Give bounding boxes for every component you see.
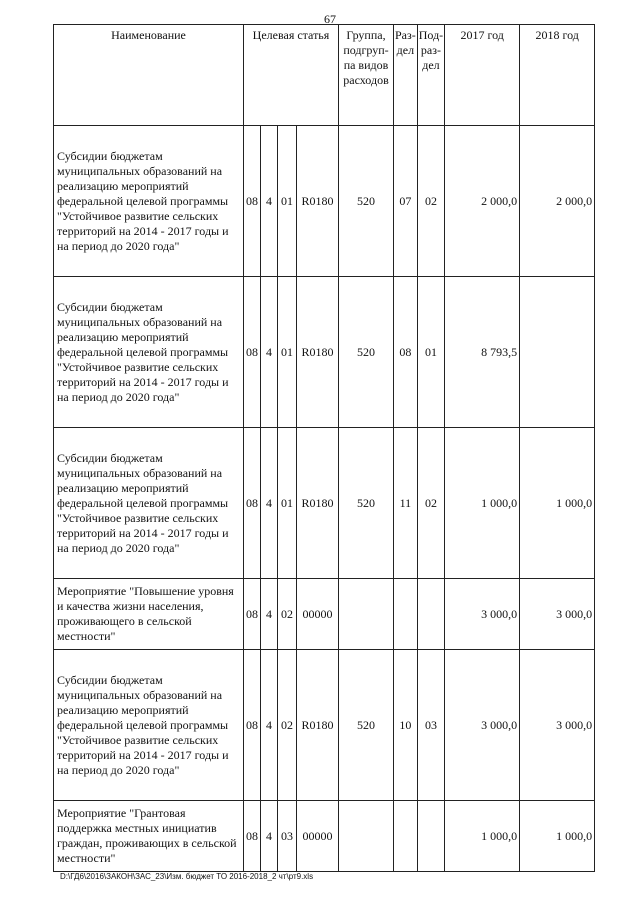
- row-value-2018: 2 000,0: [520, 126, 595, 277]
- row-value-2018: 3 000,0: [520, 650, 595, 801]
- row-value-2017: 1 000,0: [445, 428, 520, 579]
- row-value-2018: 1 000,0: [520, 801, 595, 872]
- row-value-2018: 3 000,0: [520, 579, 595, 650]
- row-code-event: 01: [278, 126, 297, 277]
- header-section: Раз-дел: [394, 25, 418, 126]
- row-name: Субсидии бюджетам муниципальных образований на реализацию мероприятий федеральной целевой программы "Устойчивое развитие сельских территорий на 2014 - 2017 годы и на период до 2020 года": [54, 428, 244, 579]
- header-subsection: Под-раз-дел: [417, 25, 444, 126]
- page-number: 67: [324, 12, 336, 26]
- row-code-subprogram: 4: [261, 650, 278, 801]
- row-subsection: [417, 579, 444, 650]
- budget-table: [53, 24, 595, 872]
- row-subsection: [417, 801, 444, 872]
- row-section: [394, 801, 418, 872]
- row-code-event: 02: [278, 579, 297, 650]
- row-section: 10: [394, 650, 418, 801]
- row-code-program: 08: [244, 126, 261, 277]
- header-year-2017: 2017 год: [445, 25, 520, 126]
- row-code-subprogram: 4: [261, 579, 278, 650]
- row-name: Мероприятие "Повышение уровня и качества жизни населения, проживающего в сельской местности": [54, 579, 244, 650]
- row-value-2018: 1 000,0: [520, 428, 595, 579]
- row-code-program: 08: [244, 650, 261, 801]
- row-code-event: 02: [278, 650, 297, 801]
- footer-file-path: D:\ГД6\2016\ЗАКОН\ЗАС_23\Изм. бюджет ТО 2016-2018_2 чт\рт9.xls: [60, 872, 314, 881]
- row-code-event: 01: [278, 428, 297, 579]
- header-name: Наименование: [54, 25, 244, 126]
- row-code-event: 01: [278, 277, 297, 428]
- row-code-program: 08: [244, 277, 261, 428]
- row-code-program: 08: [244, 579, 261, 650]
- row-group: 520: [339, 428, 394, 579]
- row-group: 520: [339, 650, 394, 801]
- row-section: 08: [394, 277, 418, 428]
- row-group: [339, 579, 394, 650]
- table-header-row: [54, 25, 595, 126]
- table-row: [54, 801, 595, 872]
- row-code-program: 08: [244, 801, 261, 872]
- table-row: [54, 579, 595, 650]
- row-code-direction: 00000: [297, 801, 339, 872]
- row-name: Мероприятие "Грантовая поддержка местных инициатив граждан, проживающих в сельской местности": [54, 801, 244, 872]
- table-row: [54, 277, 595, 428]
- row-name: Субсидии бюджетам муниципальных образований на реализацию мероприятий федеральной целевой программы "Устойчивое развитие сельских территорий на 2014 - 2017 годы и на период до 2020 года": [54, 126, 244, 277]
- row-code-subprogram: 4: [261, 801, 278, 872]
- row-value-2017: 2 000,0: [445, 126, 520, 277]
- row-code-direction: 00000: [297, 579, 339, 650]
- header-target: Целевая статья: [244, 25, 339, 126]
- row-code-subprogram: 4: [261, 428, 278, 579]
- budget-table-container: [53, 24, 595, 872]
- row-subsection: 02: [417, 428, 444, 579]
- row-code-program: 08: [244, 428, 261, 579]
- row-subsection: 02: [417, 126, 444, 277]
- row-group: [339, 801, 394, 872]
- row-section: [394, 579, 418, 650]
- row-code-subprogram: 4: [261, 126, 278, 277]
- row-value-2017: 8 793,5: [445, 277, 520, 428]
- row-group: 520: [339, 126, 394, 277]
- row-section: 11: [394, 428, 418, 579]
- row-name: Субсидии бюджетам муниципальных образований на реализацию мероприятий федеральной целевой программы "Устойчивое развитие сельских территорий на 2014 - 2017 годы и на период до 2020 года": [54, 650, 244, 801]
- header-group: Группа, подгруп-па видов расходов: [339, 25, 394, 126]
- row-subsection: 01: [417, 277, 444, 428]
- row-section: 07: [394, 126, 418, 277]
- row-code-direction: R0180: [297, 277, 339, 428]
- row-subsection: 03: [417, 650, 444, 801]
- table-row: [54, 650, 595, 801]
- row-code-event: 03: [278, 801, 297, 872]
- row-code-direction: R0180: [297, 126, 339, 277]
- row-code-direction: R0180: [297, 650, 339, 801]
- table-row: [54, 126, 595, 277]
- table-row: [54, 428, 595, 579]
- row-code-subprogram: 4: [261, 277, 278, 428]
- row-name: Субсидии бюджетам муниципальных образований на реализацию мероприятий федеральной целевой программы "Устойчивое развитие сельских территорий на 2014 - 2017 годы и на период до 2020 года": [54, 277, 244, 428]
- header-year-2018: 2018 год: [520, 25, 595, 126]
- row-value-2017: 3 000,0: [445, 579, 520, 650]
- row-value-2017: 3 000,0: [445, 650, 520, 801]
- row-group: 520: [339, 277, 394, 428]
- row-value-2018: [520, 277, 595, 428]
- row-value-2017: 1 000,0: [445, 801, 520, 872]
- row-code-direction: R0180: [297, 428, 339, 579]
